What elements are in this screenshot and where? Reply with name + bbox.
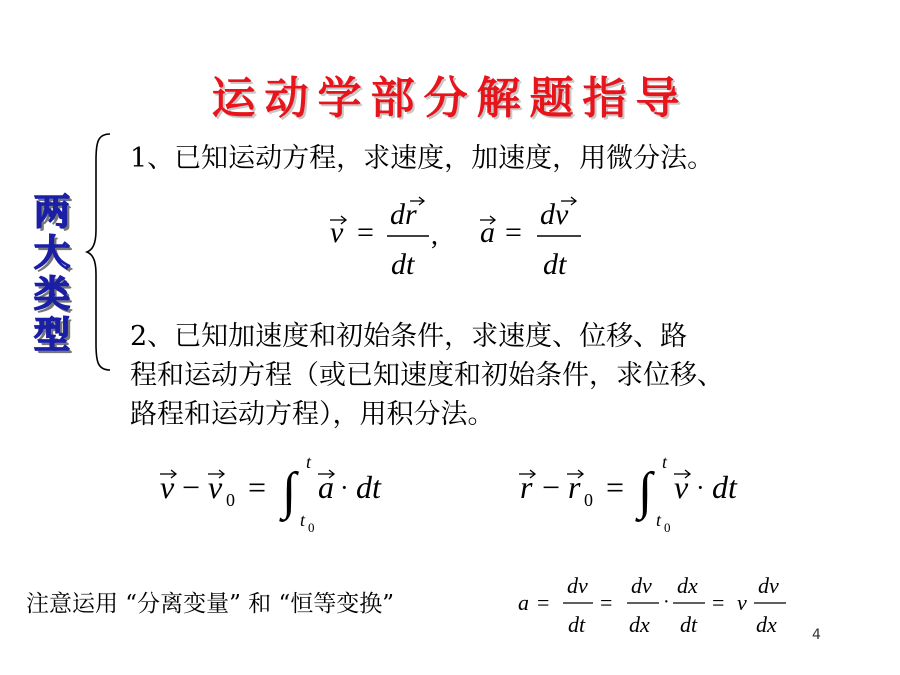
svg-text:∫: ∫ — [282, 463, 297, 520]
svg-text:t: t — [662, 452, 668, 472]
item-2-line-2: 程和运动方程（或已知速度和初始条件，求位移、 — [130, 360, 724, 391]
svg-text:=: = — [505, 216, 522, 249]
svg-text:,: , — [431, 220, 438, 251]
svg-text:·: · — [340, 473, 349, 502]
svg-text:dr: dr — [390, 198, 417, 231]
svg-text:v: v — [737, 590, 747, 615]
derivative-formula — [325, 192, 595, 287]
integral-formula-position — [510, 448, 770, 538]
svg-text:dx: dx — [677, 573, 698, 598]
svg-text:=: = — [600, 590, 613, 615]
svg-text:v: v — [674, 469, 689, 505]
page-number: 4 — [812, 627, 821, 643]
svg-text:v: v — [160, 469, 175, 505]
svg-text:−: − — [542, 469, 561, 505]
item-1-differential: 1、已知运动方程，求速度，加速度，用微分法。 — [130, 143, 715, 174]
side-char: 两 — [33, 192, 70, 233]
svg-text:−: − — [182, 469, 201, 505]
item-2-line-1: 2、已知加速度和初始条件，求速度、位移、路 — [130, 321, 688, 352]
svg-text:r: r — [568, 469, 581, 505]
svg-text:dt: dt — [568, 612, 586, 637]
svg-text:=: = — [606, 469, 625, 505]
svg-text:a: a — [518, 590, 529, 615]
svg-text:dv: dv — [631, 573, 652, 598]
svg-text:=: = — [248, 469, 267, 505]
note-separation-of-variables: 注意运用 “分离变量” 和 “恒等变换” — [26, 591, 394, 617]
svg-text:dt: dt — [712, 469, 737, 505]
svg-text:a: a — [318, 469, 334, 505]
side-char: 型 — [33, 315, 70, 356]
svg-text:r: r — [520, 469, 533, 505]
svg-text:0: 0 — [308, 520, 315, 535]
svg-text:a: a — [480, 216, 495, 249]
svg-text:dt: dt — [356, 469, 381, 505]
side-char: 大 — [33, 233, 70, 274]
svg-text:=: = — [537, 590, 550, 615]
svg-text:dx: dx — [629, 612, 650, 637]
side-label-two-types — [26, 192, 78, 356]
slide-title: 运动学部分解题指导 — [211, 73, 689, 124]
chain-rule-formula — [515, 565, 805, 645]
svg-text:v: v — [208, 469, 223, 505]
svg-text:∫: ∫ — [638, 463, 653, 520]
item-2-line-3: 路程和运动方程），用积分法。 — [130, 399, 495, 430]
svg-text:·: · — [696, 473, 705, 502]
svg-text:dv: dv — [567, 573, 588, 598]
svg-text:dv: dv — [758, 573, 779, 598]
svg-text:0: 0 — [664, 520, 671, 535]
svg-text:·: · — [663, 591, 670, 613]
svg-text:=: = — [712, 590, 725, 615]
svg-text:t: t — [656, 510, 662, 530]
svg-text:t: t — [300, 510, 306, 530]
svg-text:v: v — [330, 216, 344, 249]
side-char: 类 — [33, 274, 70, 315]
svg-text:dv: dv — [540, 198, 569, 231]
svg-text:dx: dx — [756, 612, 777, 637]
svg-text:dt: dt — [680, 612, 698, 637]
curly-brace — [84, 130, 114, 375]
integral-formula-velocity — [150, 448, 410, 538]
svg-text:t: t — [306, 452, 312, 472]
svg-text:=: = — [357, 216, 374, 249]
svg-text:0: 0 — [226, 490, 235, 510]
svg-text:0: 0 — [584, 490, 593, 510]
svg-text:dt: dt — [543, 248, 567, 281]
svg-text:dt: dt — [391, 248, 415, 281]
